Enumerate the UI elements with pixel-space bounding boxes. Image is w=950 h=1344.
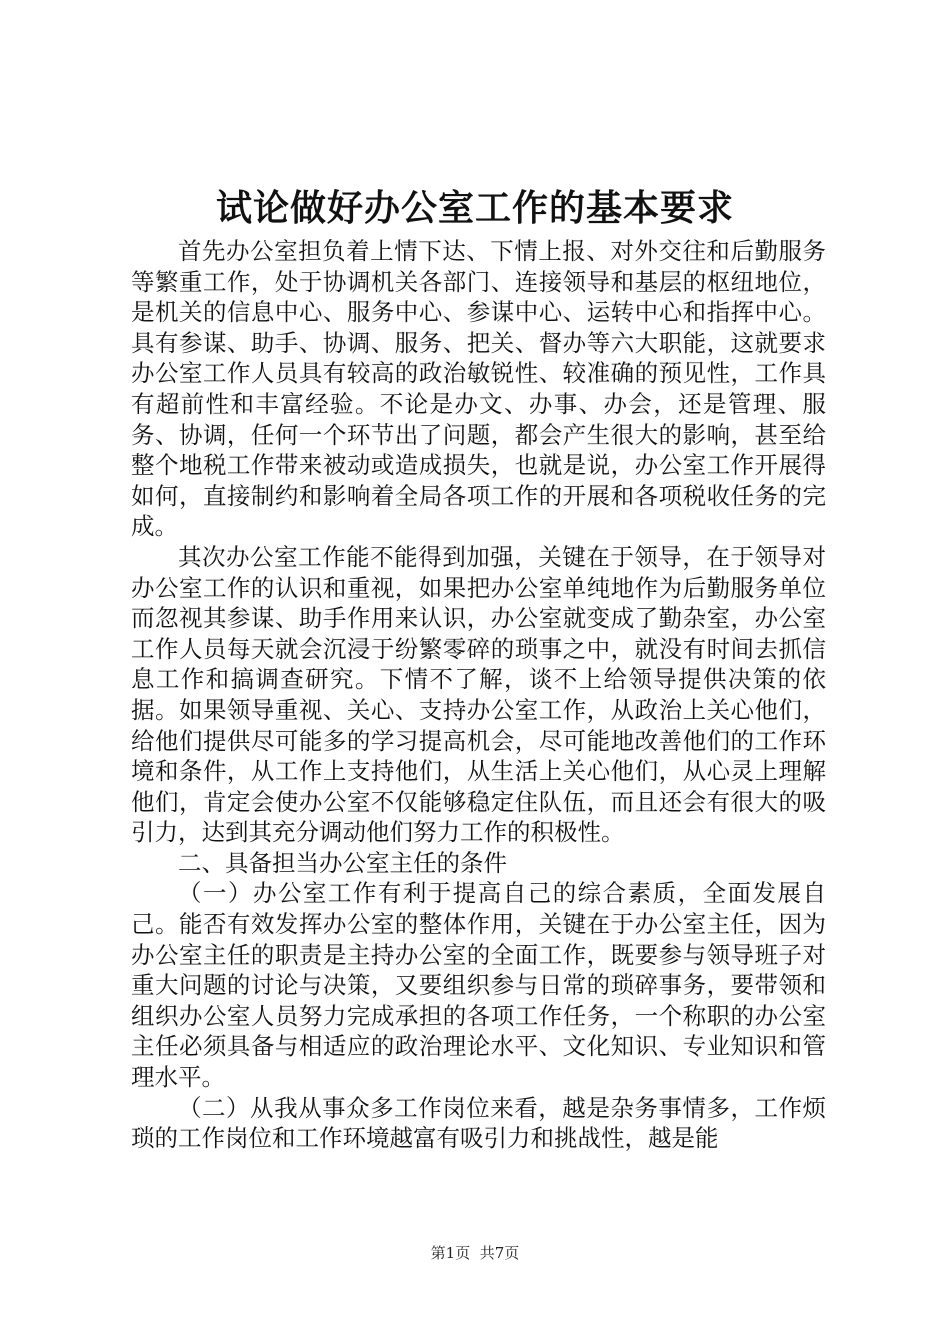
paragraph-4: （二）从我从事众多工作岗位来看，越是杂务事情多，工作烦琐的工作岗位和工作环境越富有吸引力和挑战性，越是能 <box>131 1093 826 1153</box>
document-title: 试论做好办公室工作的基本要求 <box>215 188 734 229</box>
page-footer <box>0 1243 950 1263</box>
paragraph-3: （一）办公室工作有利于提高自己的综合素质，全面发展自己。能否有效发挥办公室的整体作用，关键在于办公室主任，因为办公室主任的职责是主持办公室的全面工作，既要参与领导班子对重大问题的讨论与决策，又要组织参与日常的琐碎事务，要带领和组织办公室人员努力完成承担的各项工作任务，一个称职的办公室主任必须具备与相适应的政治理论水平、文化知识、专业知识和管理水平。 <box>131 879 826 1092</box>
document-body <box>131 236 826 1154</box>
page-total: 共7页 <box>479 1244 520 1262</box>
paragraph-2: 其次办公室工作能不能得到加强，关键在于领导，在于领导对办公室工作的认识和重视，如果把办公室单纯地作为后勤服务单位而忽视其参谋、助手作用来认识，办公室就变成了勤杂室，办公室工作人员每天就会沉浸于纷繁零碎的琐事之中，就没有时间去抓信息工作和搞调查研究。下情不了解，谈不上给领导提供决策的依据。如果领导重视、关心、支持办公室工作，从政治上关心他们，给他们提供尽可能多的学习提高机会，尽可能地改善他们的工作环境和条件，从工作上支持他们，从生活上关心他们，从心灵上理解他们，肯定会使办公室不仅能够稳定住队伍，而且还会有很大的吸引力，达到其充分调动他们努力工作的积极性。 <box>131 542 826 847</box>
page-number: 第1页 <box>430 1244 471 1262</box>
paragraph-1: 首先办公室担负着上情下达、下情上报、对外交往和后勤服务等繁重工作，处于协调机关各部门、连接领导和基层的枢纽地位，是机关的信息中心、服务中心、参谋中心、运转中心和指挥中心。具有参谋、助手、协调、服务、把关、督办等六大职能，这就要求办公室工作人员具有较高的政治敏锐性、较准确的预见性，工作具有超前性和丰富经验。不论是办文、办事、办会，还是管理、服务、协调，任何一个环节出了问题，都会产生很大的影响，甚至给整个地税工作带来被动或造成损失，也就是说，办公室工作开展得如何，直接制约和影响着全局各项工作的开展和各项税收任务的完成。 <box>131 237 826 541</box>
section-heading-2: 二、具备担当办公室主任的条件 <box>178 848 507 877</box>
